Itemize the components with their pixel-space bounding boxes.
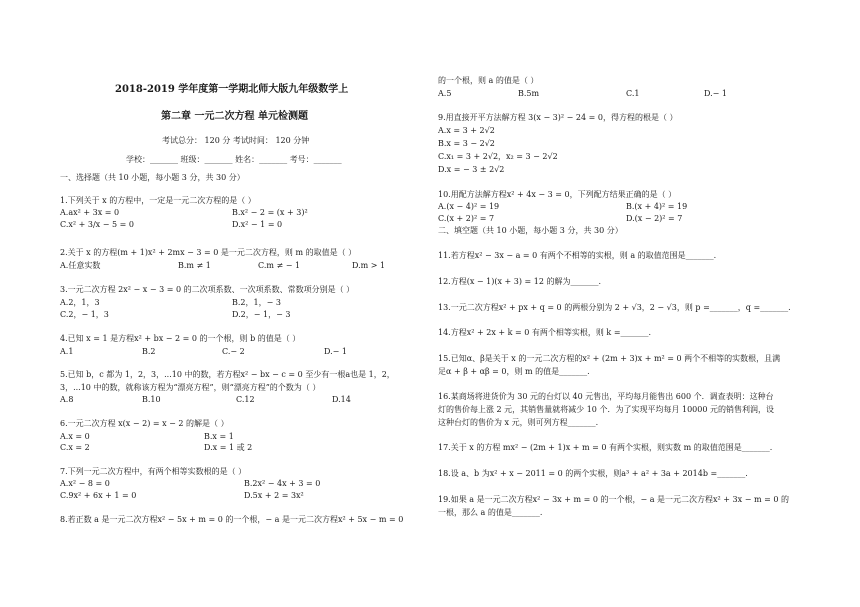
question-6-stem: 6.一元二次方程 x(x − 2) = x − 2 的解是（ ） <box>60 419 229 428</box>
q6-option-d[interactable]: D.x = 1 或 2 <box>204 443 253 452</box>
q1-option-a[interactable]: A.ax² + 3x = 0 <box>60 208 120 217</box>
q6-option-b[interactable]: B.x = 1 <box>204 432 234 441</box>
q9-option-a[interactable]: A.x = 3 + 2√2 <box>438 126 495 135</box>
q2-option-a[interactable]: A.任意实数 <box>60 261 101 270</box>
question-12: 12.方程(x − 1)(x + 3) = 12 的解为_______. <box>438 277 602 286</box>
q4-option-a[interactable]: A.1 <box>60 347 74 356</box>
q10-option-a[interactable]: A.(x − 4)² = 19 <box>438 202 500 211</box>
q10-option-b[interactable]: B.(x + 4)² = 19 <box>626 202 688 211</box>
q3-option-a[interactable]: A.2，1，3 <box>60 298 100 307</box>
question-19: 19.如果 a 是一元二次方程x² − 3x + m = 0 的一个根，− a 是一元二次方程x² + 3x − m = 0 的 <box>438 495 789 504</box>
q10-option-d[interactable]: D.(x − 2)² = 7 <box>626 214 683 223</box>
exam-title: 2018-2019 学年度第一学期北师大版九年级数学上 <box>115 84 349 95</box>
question-5-stem-cont: 3，...10 中的数，就称该方程为“漂亮方程”，则“漂亮方程”的个数为（ ） <box>60 383 321 392</box>
question-15: 15.已知α、β是关于 x 的一元二次方程的x² + (2m + 3)x + m² = 0 两个不相等的实数根，且满 <box>438 354 781 363</box>
question-2-stem: 2.关于 x 的方程(m + 1)x² + 2mx − 3 = 0 是一元二次方程，则 m 的取值是（ ） <box>60 248 357 257</box>
q10-option-c[interactable]: C.(x + 2)² = 7 <box>438 214 495 223</box>
q8-option-c[interactable]: C.1 <box>626 89 640 98</box>
q8-option-d[interactable]: D.− 1 <box>704 89 728 98</box>
q7-option-c[interactable]: C.9x² + 6x + 1 = 0 <box>60 491 137 500</box>
question-8-stem-cont: 的一个根，则 a 的值是（ ） <box>438 76 539 85</box>
q4-option-b[interactable]: B.2 <box>142 347 156 356</box>
q8-option-a[interactable]: A.5 <box>438 89 452 98</box>
q8-option-b[interactable]: B.5m <box>518 89 540 98</box>
q9-option-d[interactable]: D.x = − 3 ± 2√2 <box>438 165 505 174</box>
question-13: 13.一元二次方程x² + px + q = 0 的两根分别为 2 + √3，2 − √3，则 p =_______，q =_______. <box>438 303 791 312</box>
q5-option-a[interactable]: A.8 <box>60 395 74 404</box>
question-16: 16.某商场将进货价为 30 元的台灯以 40 元售出，平均每月能售出 600 个．调查表明：这种台 <box>438 392 774 401</box>
question-11: 11.若方程x² − 3x − a = 0 有两个不相等的实根，则 a 的取值范围是_______. <box>438 251 717 260</box>
q1-option-c[interactable]: C.x² + 3/x − 5 = 0 <box>60 220 134 229</box>
question-14: 14.方程x² + 2x + k = 0 有两个相等实根，则 k =_______. <box>438 328 652 337</box>
question-3-stem: 3.一元二次方程 2x² − x − 3 = 0 的二次项系数、一次项系数、常数项分别是（ ） <box>60 285 355 294</box>
q3-option-c[interactable]: C.2，− 1，3 <box>60 310 109 319</box>
q6-option-a[interactable]: A.x = 0 <box>60 432 90 441</box>
question-15-cont: 足α + β + αβ = 0，则 m 的值是_______. <box>438 367 590 376</box>
q7-option-a[interactable]: A.x² − 8 = 0 <box>60 479 110 488</box>
question-9-stem: 9.用直接开平方法解方程 3(x − 3)² − 24 = 0，得方程的根是（ ） <box>438 113 678 122</box>
question-19-cont: 一根，那么 a 的值是_______. <box>438 508 543 517</box>
q9-option-b[interactable]: B.x = 3 − 2√2 <box>438 139 495 148</box>
question-8-stem: 8.若正数 a 是一元二次方程x² − 5x + m = 0 的一个根，− a 是一元二次方程x² + 5x − m = 0 <box>60 515 404 524</box>
q2-option-c[interactable]: C.m ≠ − 1 <box>258 261 301 270</box>
q4-option-d[interactable]: D.− 1 <box>324 347 348 356</box>
question-4-stem: 4.已知 x = 1 是方程x² + bx − 2 = 0 的一个根，则 b 的值是（ ） <box>60 334 301 343</box>
question-18: 18.设 a、b 为x² + x − 2011 = 0 的两个实根，则a³ + a² + 3a + 2014b =_______. <box>438 469 748 478</box>
q4-option-c[interactable]: C.− 2 <box>222 347 245 356</box>
question-16-cont-1: 灯的售价每上涨 2 元，其销售量就将减少 10 个．为了实现平均每月 10000 元的销售利润，设 <box>438 405 774 414</box>
q5-option-d[interactable]: D.14 <box>332 395 351 404</box>
q1-option-b[interactable]: B.x² − 2 = (x + 3)² <box>232 208 308 217</box>
q6-option-c[interactable]: C.x = 2 <box>60 443 90 452</box>
section-1-title: 一、选择题（共 10 小题，每小题 3 分，共 30 分） <box>60 173 245 182</box>
q7-option-b[interactable]: B.2x² − 4x + 3 = 0 <box>244 479 321 488</box>
question-5-stem: 5.已知 b，c 都为 1，2，3，...10 中的数，若方程x² − bx − c = 0 至少有一根a也是 1，2， <box>60 370 395 379</box>
q1-option-d[interactable]: D.x² − 1 = 0 <box>232 220 283 229</box>
q2-option-d[interactable]: D.m > 1 <box>352 261 386 270</box>
exam-info: 考试总分： 120 分 考试时间： 120 分钟 <box>162 136 310 145</box>
question-7-stem: 7.下列一元二次方程中，有两个相等实数根的是（ ） <box>60 467 247 476</box>
q3-option-d[interactable]: D.2，− 1，− 3 <box>232 310 291 319</box>
q9-option-c[interactable]: C.x₁ = 3 + 2√2，x₂ = 3 − 2√2 <box>438 152 558 161</box>
q7-option-d[interactable]: D.5x + 2 = 3x² <box>244 491 304 500</box>
section-2-title: 二、填空题（共 10 小题，每小题 3 分，共 30 分） <box>438 226 623 235</box>
question-1-stem: 1.下列关于 x 的方程中，一定是一元二次方程的是（ ） <box>60 196 256 205</box>
question-16-cont-2: 这种台灯的售价为 x 元，则可列方程_______. <box>438 418 599 427</box>
q2-option-b[interactable]: B.m ≠ 1 <box>178 261 211 270</box>
question-17: 17.关于 x 的方程 mx² − (2m + 1)x + m = 0 有两个实根，则实数 m 的取值范围是_______. <box>438 443 773 452</box>
student-info: 学校：_______ 班级：_______ 姓名：_______ 考号：_______ <box>126 155 342 164</box>
question-10-stem: 10.用配方法解方程x² + 4x − 3 = 0，下列配方结果正确的是（ ） <box>438 190 677 199</box>
exam-subtitle: 第二章 一元二次方程 单元检测题 <box>161 111 308 122</box>
q5-option-c[interactable]: C.12 <box>236 395 255 404</box>
q3-option-b[interactable]: B.2，1，− 3 <box>232 298 281 307</box>
q5-option-b[interactable]: B.10 <box>142 395 161 404</box>
